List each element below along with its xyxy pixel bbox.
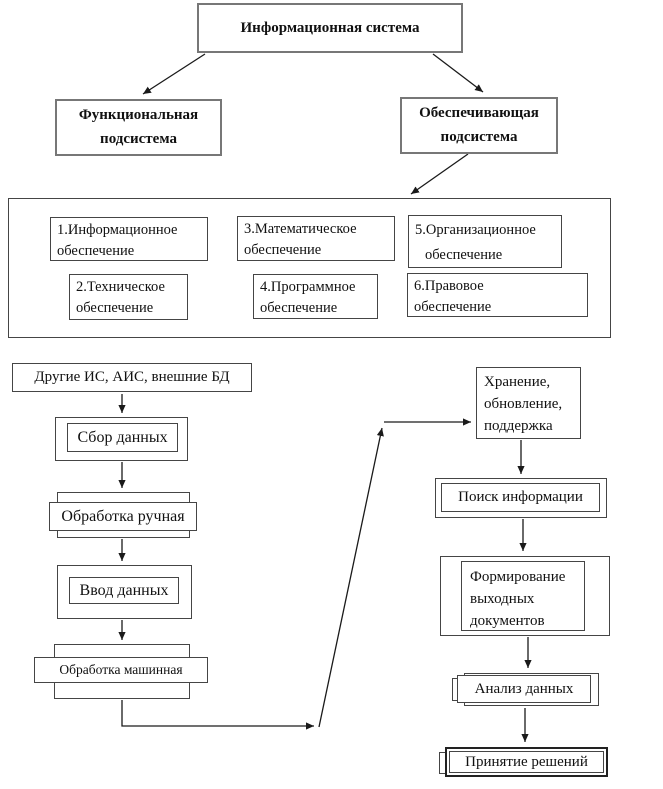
data-analysis-box — [452, 672, 600, 708]
providing-subsystem-box — [400, 97, 558, 154]
decision-making-label: Принятие решений — [465, 753, 588, 770]
manual-processing-box — [49, 492, 198, 539]
output-documents-line2: выходных — [470, 590, 535, 607]
output-documents-box — [440, 556, 610, 637]
support-box-technical — [69, 274, 188, 320]
data-collection-box — [55, 417, 189, 462]
decision-making-box — [439, 747, 609, 781]
support-5-line1: 5.Организационное — [415, 222, 536, 238]
data-collection-label: Сбор данных — [77, 428, 168, 446]
output-documents-line1: Формирование — [470, 569, 566, 585]
data-input-label: Ввод данных — [79, 581, 169, 599]
information-system-label: Информационная система — [240, 19, 420, 36]
support-2-line1: 2.Техническое — [76, 279, 165, 295]
support-box-software — [253, 274, 378, 319]
providing-subsystem-line1: Обеспечивающая — [419, 105, 539, 121]
support-6-line2: обеспечение — [414, 298, 492, 315]
machine-processing-label: Обработка машинная — [59, 662, 183, 677]
storage-line3: поддержка — [484, 417, 553, 434]
data-input-box — [57, 565, 192, 620]
manual-processing-label: Обработка ручная — [61, 507, 185, 525]
support-5-line2: обеспечение — [425, 246, 503, 263]
functional-subsystem-line2: подсистема — [100, 131, 177, 147]
information-system-box — [197, 3, 463, 53]
external-sources-label: Другие ИС, АИС, внешние БД — [34, 369, 230, 385]
storage-line1: Хранение, — [484, 374, 551, 390]
support-6-line1: 6.Правовое — [414, 278, 484, 294]
storage-box — [476, 367, 581, 439]
external-sources-box — [12, 363, 252, 392]
machine-processing-box — [34, 644, 209, 700]
support-2-line2: обеспечение — [76, 299, 154, 316]
information-search-label: Поиск информации — [458, 489, 583, 505]
support-1-line2: обеспечение — [57, 242, 135, 259]
functional-subsystem-box — [55, 99, 222, 156]
information-search-box — [435, 478, 607, 518]
data-analysis-label: Анализ данных — [474, 680, 574, 697]
functional-subsystem-line1: Функциональная — [78, 107, 199, 123]
support-box-information — [50, 217, 208, 261]
support-3-line2: обеспечение — [244, 241, 322, 258]
support-1-line1: 1.Информационное — [57, 222, 178, 238]
support-3-line1: 3.Математическое — [244, 221, 357, 237]
support-box-mathematical — [237, 216, 395, 261]
support-box-organizational — [408, 215, 562, 268]
support-4-line1: 4.Программное — [260, 279, 356, 295]
output-documents-line3: документов — [470, 612, 545, 629]
support-4-line2: обеспечение — [260, 299, 338, 316]
support-box-legal — [407, 273, 588, 317]
storage-line2: обновление, — [484, 395, 563, 412]
providing-subsystem-line2: подсистема — [440, 129, 518, 145]
